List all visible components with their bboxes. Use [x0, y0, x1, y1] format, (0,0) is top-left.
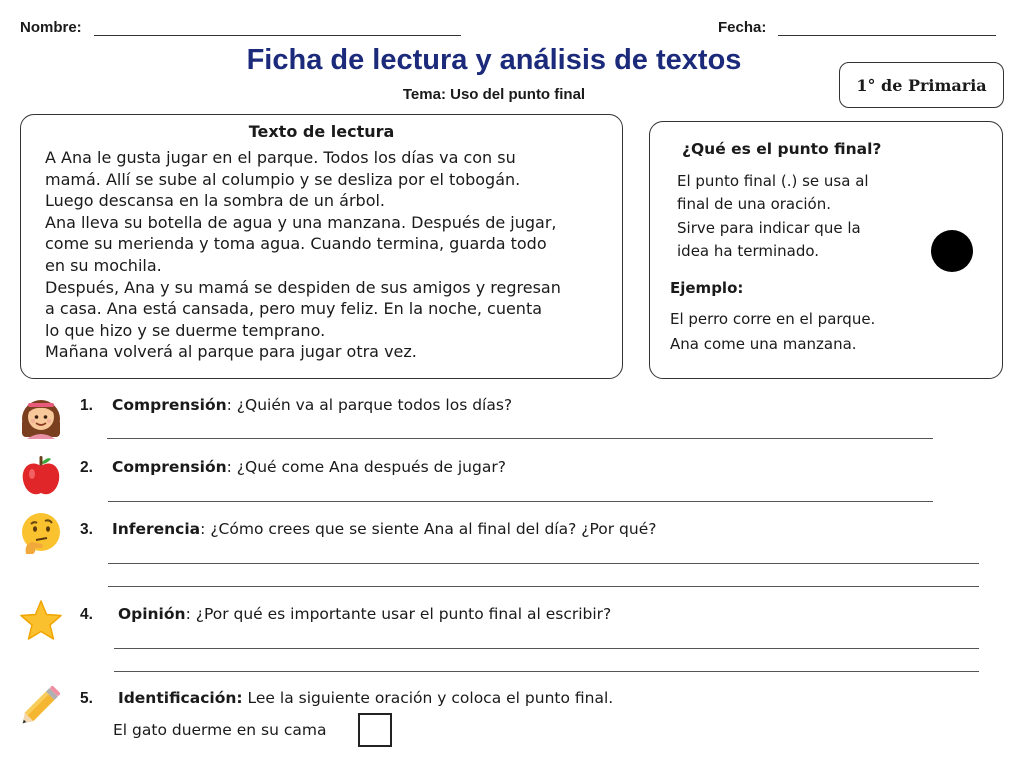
answer-line[interactable] — [108, 586, 979, 587]
page-title: Ficha de lectura y análisis de textos — [246, 44, 742, 76]
reading-line: A Ana le gusta jugar en el parque. Todos los días va con su — [45, 148, 516, 167]
question-text: ¿Por qué es importante usar el punto final al escribir? — [195, 605, 612, 623]
grade-badge: 1° de Primaria — [839, 62, 1004, 108]
pencil-icon — [18, 682, 64, 728]
period-dot-icon — [931, 230, 973, 272]
reading-line: mamá. Allí se sube al columpio y se desliza por el tobogán. — [45, 169, 521, 189]
question-text: ¿Quién va al parque todos los días? — [236, 396, 513, 414]
example-line: Ana come una manzana. — [670, 335, 857, 354]
info-heading: ¿Qué es el punto final? — [682, 140, 882, 158]
question-type: Opinión — [117, 605, 186, 623]
reading-line: Después, Ana y su mamá se despiden de sus amigos y regresan — [45, 277, 561, 297]
reading-line: en su mochila. — [45, 255, 162, 275]
info-card — [649, 121, 1003, 379]
answer-line[interactable] — [114, 671, 979, 672]
question-type: Comprensión — [111, 396, 227, 414]
question-number: 5. — [80, 690, 93, 707]
reading-line: Mañana volverá al parque para jugar otra vez. — [45, 342, 417, 362]
question-text: ¿Qué come Ana después de jugar? — [236, 458, 506, 476]
info-line: Sirve para indicar que la — [677, 218, 861, 237]
exercise-sentence: El gato duerme en su cama — [113, 721, 327, 739]
apple-icon — [18, 451, 64, 497]
date-field[interactable] — [778, 35, 996, 36]
question-type: Comprensión — [111, 458, 227, 476]
info-line: idea ha terminado. — [677, 241, 820, 260]
answer-line[interactable] — [114, 648, 979, 649]
question-2: 2. Comprensión: ¿Qué come Ana después de jugar? — [80, 458, 506, 476]
thinking-face-icon — [18, 510, 64, 556]
question-1: 1. Comprensión: ¿Quién va al parque todos los días? — [80, 396, 513, 414]
info-line: El punto final (.) se usa al — [677, 172, 869, 190]
question-text: Lee la siguiente oración y coloca el punto final. — [247, 689, 614, 707]
question-4: 4. Opinión: ¿Por qué es importante usar el punto final al escribir? — [80, 605, 612, 623]
answer-line[interactable] — [107, 438, 933, 439]
question-number: 1. — [80, 397, 93, 414]
reading-line: lo que hizo y se duerme temprano. — [45, 320, 326, 340]
page-subtitle: Tema: Uso del punto final — [402, 86, 586, 103]
answer-line[interactable] — [108, 501, 933, 502]
question-3: 3. Inferencia: ¿Cómo crees que se siente Ana al final del día? ¿Por qué? — [80, 520, 657, 538]
question-5 — [80, 689, 613, 708]
answer-line[interactable] — [108, 563, 979, 564]
answer-box[interactable] — [358, 713, 392, 747]
name-label: Nombre: — [20, 19, 82, 36]
girl-icon — [18, 393, 64, 439]
question-number: 4. — [80, 606, 93, 623]
star-icon — [18, 598, 64, 644]
question-number: 2. — [80, 459, 93, 476]
date-label: Fecha: — [718, 19, 767, 36]
example-line: El perro corre en el parque. — [670, 310, 876, 329]
reading-line: a casa. Ana está cansada, pero muy feliz. En la noche, cuenta — [45, 299, 543, 319]
example-label: Ejemplo: — [670, 279, 744, 298]
question-type: Identificación: — [117, 689, 243, 707]
reading-line: Luego descansa en la sombra de un árbol. — [45, 191, 386, 211]
question-number: 3. — [80, 521, 93, 538]
question-type: Inferencia — [111, 520, 201, 538]
reading-line: come su merienda y toma agua. Cuando termina, guarda todo — [45, 234, 547, 254]
question-text: ¿Cómo crees que se siente Ana al final del día? ¿Por qué? — [210, 520, 657, 538]
reading-card — [20, 114, 623, 379]
reading-line: Ana lleva su botella de agua y una manzana. Después de jugar, — [45, 212, 557, 232]
reading-heading: Texto de lectura — [248, 122, 395, 141]
name-field[interactable] — [94, 35, 461, 36]
info-line: final de una oración. — [677, 195, 831, 214]
